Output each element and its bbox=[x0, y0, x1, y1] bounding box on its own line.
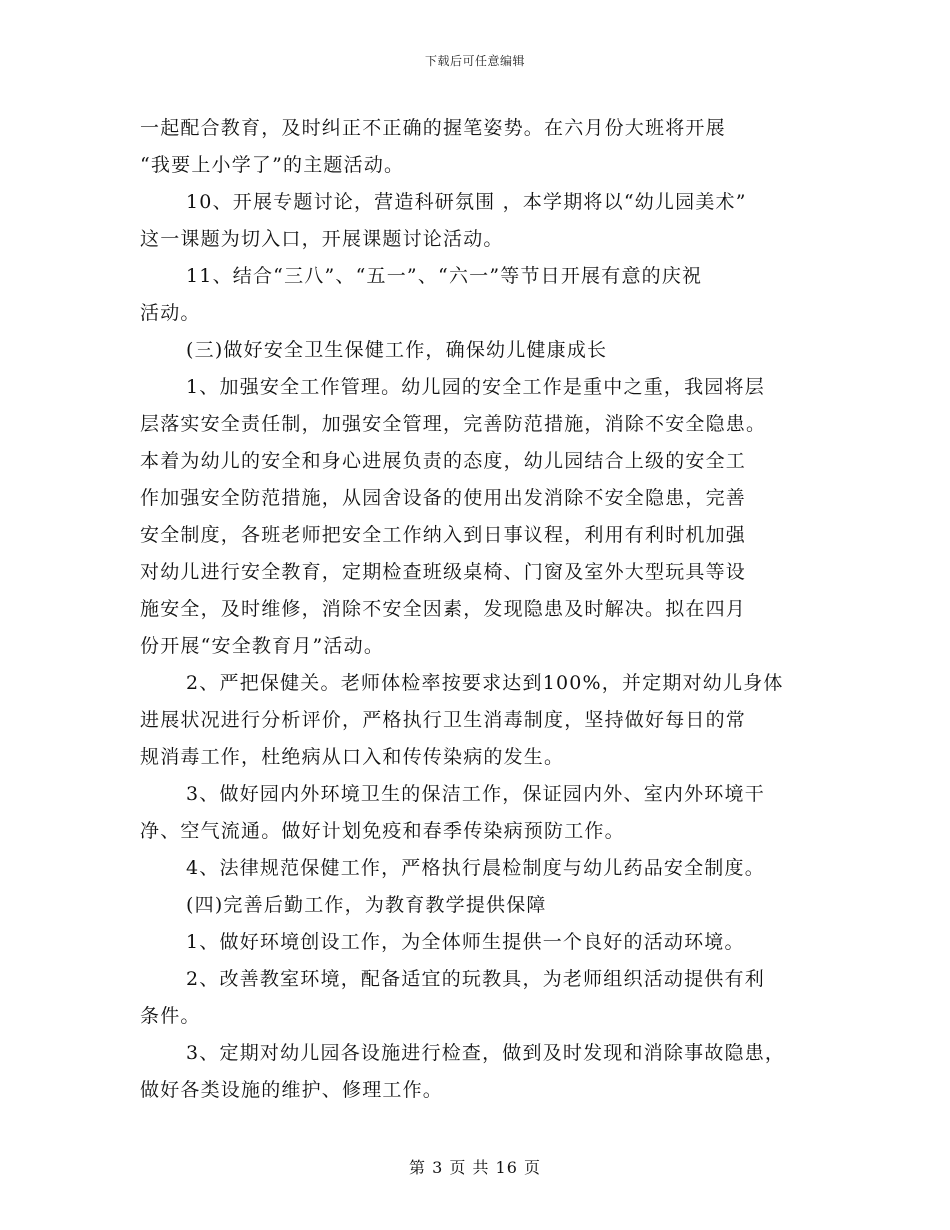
text-line: 层落实安全责任制，加强安全管理，完善防范措施，消除不安全隐患。 bbox=[140, 413, 767, 435]
text-line: 11、结合“三八”、“五一”、“六一”等节日开展有意的庆祝 bbox=[186, 265, 703, 287]
text-line: 条件。 bbox=[140, 1005, 201, 1027]
text-line: “我要上小学了”的主题活动。 bbox=[140, 154, 405, 176]
text-line: 3、定期对幼儿园各设施进行检查，做到及时发现和消除事故隐患， bbox=[186, 1042, 786, 1064]
text-line: 进展状况进行分析评价，严格执行卫生消毒制度，坚持做好每日的常 bbox=[140, 709, 747, 731]
text-line: 这一课题为切入口，开展课题讨论活动。 bbox=[140, 228, 504, 250]
text-line: 规消毒工作，杜绝病从口入和传传染病的发生。 bbox=[140, 746, 565, 768]
page-header: 下载后可任意编辑 bbox=[424, 54, 525, 68]
text-line: 份开展“安全教育月”活动。 bbox=[140, 635, 385, 657]
document-body bbox=[140, 110, 820, 1109]
text-line: 3、做好园内外环境卫生的保洁工作，保证园内外、室内外环境干 bbox=[186, 783, 765, 805]
text-line: 2、严把保健关。老师体检率按要求达到100%，并定期对幼儿身体 bbox=[186, 672, 784, 694]
text-line: 10、开展专题讨论，营造科研氛围 ，本学期将以“幼儿园美术” bbox=[186, 191, 747, 213]
text-line: 活动。 bbox=[140, 302, 201, 324]
text-line: 对幼儿进行安全教育，定期检查班级桌椅、门窗及室外大型玩具等设 bbox=[140, 561, 747, 583]
text-line: 施安全，及时维修，消除不安全因素，发现隐患及时解决。拟在四月 bbox=[140, 598, 747, 620]
text-line: 1、加强安全工作管理。幼儿园的安全工作是重中之重，我园将层 bbox=[186, 376, 765, 398]
text-line: 作加强安全防范措施，从园舍设备的使用出发消除不安全隐患，完善 bbox=[140, 487, 747, 509]
text-line: 安全制度，各班老师把安全工作纳入到日事议程，利用有利时机加强 bbox=[140, 524, 747, 546]
text-line: 1、做好环境创设工作，为全体师生提供一个良好的活动环境。 bbox=[186, 931, 745, 953]
text-line: 4、法律规范保健工作，严格执行晨检制度与幼儿药品安全制度。 bbox=[186, 857, 765, 879]
text-line: 一起配合教育，及时纠正不正确的握笔姿势。在六月份大班将开展 bbox=[140, 117, 726, 139]
text-line: (三)做好安全卫生保健工作，确保幼儿健康成长 bbox=[186, 339, 608, 361]
text-line: 做好各类设施的维护、修理工作。 bbox=[140, 1079, 444, 1101]
text-line: 净、空气流通。做好计划免疫和春季传染病预防工作。 bbox=[140, 820, 625, 842]
text-line: 本着为幼儿的安全和身心进展负责的态度，幼儿园结合上级的安全工 bbox=[140, 450, 747, 472]
text-line: 2、改善教室环境，配备适宜的玩教具，为老师组织活动提供有利 bbox=[186, 968, 765, 990]
page-footer: 第 3 页 共 16 页 bbox=[409, 1158, 541, 1177]
text-line: (四)完善后勤工作，为教育教学提供保障 bbox=[186, 894, 547, 916]
